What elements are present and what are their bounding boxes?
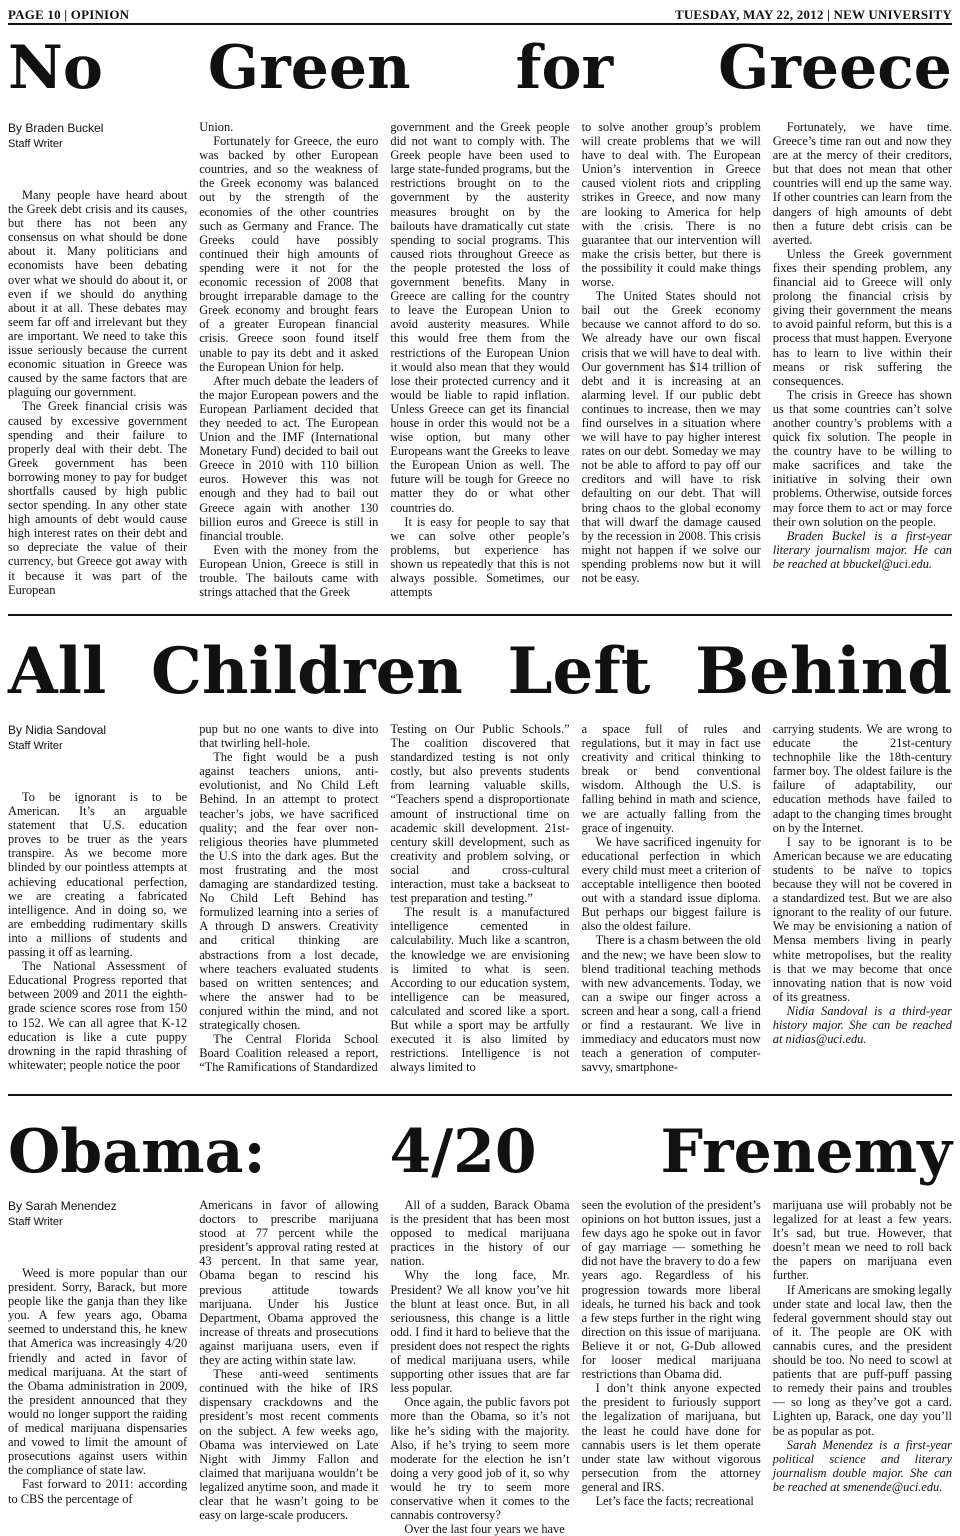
author-bio: Sarah Menendez is a first-year political science and literary journalism double major. She can be reached at smenende@uci.edu. bbox=[772, 1437, 952, 1494]
paragraph: Unless the Greek government fixes their spending problem, any financial aid to Greece will only prolong the financial crisis by giving their government the means to avoid painful reform, but this is a process that must happen. Everyone has to learn to live within their means or risk suffering the consequences. bbox=[772, 246, 952, 388]
paragraph: The Central Florida School Board Coalition released a report, “The Ramifications of Standardized bbox=[199, 1032, 379, 1075]
paragraph: Let’s face the facts; recreational bbox=[595, 1493, 754, 1508]
paragraph: Union. bbox=[199, 120, 234, 134]
article-column bbox=[8, 120, 187, 600]
paragraph: The Greek financial crisis was caused by excessive government spending and their failure to properly deal with their debt. The Greek government has been borrowing money to pay for budget shortfalls caused by high public sector spending. In any other state high amounts of debt would cause high interest rates on their debt and so depreciate the value of their currency, but Greece got away with it because it was part of the European bbox=[8, 399, 188, 597]
paragraph: To be ignorant is to be American. It’s an arguable statement that U.S. education proves to be truer as the years transpire. As we become more blinded by our pointless attempts at achieving educational perfection, we are creating a fabricated intelligence. And in doing so, we are embedding rudimentary skills into a millions of students and passing it off as learning. bbox=[8, 790, 188, 960]
headline-word: Green bbox=[207, 33, 411, 103]
headline-word: No bbox=[8, 33, 103, 103]
paragraph: I say to be ignorant is to be American because we are educating students to be naïve to topics because they will not be covered in a standardized test. But we are also ignorant to the reality of our future. We may be envisioning a nation of Mensa members living in pearly white metropolises, but the reality is that we may become that once innovating nation that is now void of its greatness. bbox=[772, 834, 952, 1004]
headline-word: Greece bbox=[718, 33, 952, 103]
article-column bbox=[390, 722, 569, 1082]
article-headline bbox=[8, 1112, 952, 1192]
byline-role: Staff Writer bbox=[8, 1216, 63, 1228]
paragraph: Even with the money from the European Union, Greece is still in trouble. The bailouts came with strings attached that the Greek bbox=[199, 542, 379, 600]
paragraph: These anti-weed sentiments continued with the hike of IRS dispensary crackdowns and the president’s most recent comments on the subject. A few weeks ago, Obama was interviewed on Late Night with Jimmy Fallon and claimed that marijuana wouldn’t be legalized anytime soon, and made it clear that he wasn’t going to be easy on large-scale producers. bbox=[199, 1367, 379, 1523]
article-column bbox=[390, 1198, 569, 1536]
page-folio bbox=[8, 6, 952, 24]
paragraph: The United States should not bail out the Greek economy because we cannot afford to do so. We already have our own fiscal crisis that we will have to deal with. Our government has $14 trillion of debt and it is increasing at an alarming level. If our public debt continues to increase, then we may find ourselves in a situation where we will have to pay higher interest rates on our debt. Someday we may not be able to afford to pay off our creditors and will have to risk defaulting on our debt. That will bring chaos to the global economy that will dwarf the damage caused by the recession in 2008. This crisis might not happen if we solve our spending problems now but it will not be easy. bbox=[581, 289, 761, 585]
article-all-children-left-behind bbox=[8, 632, 952, 1082]
paragraph: a space full of rules and regulations, but it may in fact use creativity and critical thinking to break or bend conventional wisdom. Although the U.S. is falling behind in math and science, we are actually falling from the grace of ingenuity. bbox=[581, 722, 761, 835]
article-column bbox=[8, 1198, 187, 1536]
paragraph: government and the Greek people did not want to comply with. The Greek people have been used to large state-funded programs, but the restrictions brought on to the government by the austerity measures brought on by the bailouts have dramatically cut state spending to social programs. This caused riots throughout Greece as the people protested the loss of government benefits. Many in Greece are calling for the country to leave the European Union to avoid austerity measures. While this would free them from the restrictions of the European Union it would also mean that they would lose their protected currency and it would be liable to rapid inflation. Unless Greece can get its financial house in order this would not be a wise option, but many other Europeans want the Greeks to leave the European Union as well. The future will be tough for Greece no matter they do or what other countries do. bbox=[390, 120, 570, 515]
folio-rule bbox=[8, 23, 952, 25]
paragraph: marijuana use will probably not be legalized for at least a few years. It’s sad, but true. However, that doesn’t mean we need to roll back the papers on marijuana even further. bbox=[772, 1198, 952, 1283]
article-headline bbox=[8, 632, 952, 712]
paragraph: Fortunately for Greece, the euro was backed by other European countries, and so the weakness of the Greek economy was balanced out by the strength of the economies of the other countries such as Germany and France. The Greeks could have possibly continued their high amounts of spending were it not for the economic recession of 2008 that brought irreparable damage to the Greek economy and brought fears of a greater European financial crisis. Greece soon found itself unable to pay its debt and it asked the European Union for help. bbox=[199, 134, 379, 374]
article-column bbox=[582, 1198, 761, 1536]
author-bio: Braden Buckel is a first-year literary journalism major. He can be reached at bbuckel@uci.edu. bbox=[772, 528, 952, 571]
paragraph: pup but no one wants to dive into that twirling hell-hole. bbox=[199, 722, 379, 751]
article-column bbox=[8, 722, 187, 1082]
paragraph: Once again, the public favors pot more than the Obama, so it’s not like he’s siding with the majority. Also, if he’s trying to seem more moderate for the election he isn’t doing a very good job of it, so why would he try to seem more conservative when it comes to the cannabis controversy? bbox=[390, 1395, 570, 1523]
paragraph: I don’t think anyone expected the president to furiously support the legalization of marijuana, but the least he could have done for cannabis users is let them operate under state law without vigorous persecution from the attorney general and IRS. bbox=[581, 1381, 761, 1494]
headline-word: 4/20 bbox=[389, 1117, 537, 1187]
headline-word: Behind bbox=[695, 634, 952, 709]
headline-word: for bbox=[515, 33, 614, 103]
paragraph: Americans in favor of allowing doctors to prescribe marijuana stood at 77 percent while the president’s approval rating rested at 43 percent. In that same year, Obama began to rescind his previous attitude towards marijuana. Under his Justice Department, Obama approved the increase of threats and prosecutions against marijuana users, even if they are acting within state law. bbox=[199, 1198, 379, 1368]
paragraph: The National Assessment of Educational Progress reported that between 2009 and 2011 the eighth-grade science scores rose from 150 to 152. We can all agree that K-12 education is like a cute puppy drowning in the rapid thrashing of whitewater; people notice the poor bbox=[8, 959, 188, 1072]
byline-role: Staff Writer bbox=[8, 138, 63, 150]
article-column bbox=[773, 120, 952, 600]
headline-word: Frenemy bbox=[660, 1117, 952, 1187]
article-no-green-for-greece bbox=[8, 30, 952, 600]
paragraph: The fight would be a push against teachers unions, anti-evolutionist, and No Child Left Behind. In an attempt to protect teacher’s jobs, we have sacrificed quality; and the fear over non-religious theories have plummeted the U.S into the dark ages. But the most frustrating and the most damaging are standardized testing. No Child Left Behind has formulized learning into a series of A through D answers. Creativity and critical thinking are abstractions from a lost decade, where teachers evaluated students based on written sentences; and where the answer had to be conjured within the mind, and not strategically chosen. bbox=[199, 750, 379, 1032]
paragraph: The crisis in Greece has shown us that some countries can’t solve another country’s problems with a quick fix solution. The people in the country have to be willing to make sacrifices and take the initiative in solving their own problems. Otherwise, outside forces may force them to act or may force their own solution on the people. bbox=[772, 387, 952, 529]
paragraph: to solve another group’s problem will create problems that we will have to deal with. The European Union’s intervention in Greece caused violent riots and crippling strikes in Greece, and now many are looking to America for help with the crisis. There is no guarantee that our intervention will make the crisis better, but there is the possibility it could make things worse. bbox=[581, 120, 761, 290]
article-column bbox=[199, 1198, 378, 1536]
paragraph: There is a chasm between the old and the new; we have been slow to blend traditional teaching methods with new advancements. Today, we can a swipe our finger across a screen and hear a song, call a friend or find a restaurant. We live in immediacy and educators must now teach a generation of computer-savvy, smartphone- bbox=[581, 933, 761, 1075]
article-obama-4-20-frenemy bbox=[8, 1112, 952, 1536]
paragraph: The result is a manufactured intelligence cemented in calculability. Much like a scantron, the knowledge we are envisioning is limited to what is seen. According to our education system, intelligence can be measured, calculated and scored like a sport. But while a sport may be artfully executed it is also limited by restrictions. Intelligence is not always limited to bbox=[390, 905, 570, 1075]
paragraph: Over the last four years we have bbox=[404, 1522, 565, 1536]
paragraph: Weed is more popular than our president. Sorry, Barack, but more people like the ganja than they like you. A few years ago, Obama seemed to understand this, he knew that America was increasingly 4/20 friendly and acted in favor of medical marijuana. At the start of the Obama administration in 2009, the president announced that they would no longer support the raiding of medical marijuana dispensaries and vowed to limit the amount of prosecutions against users within the compliance of state law. bbox=[8, 1266, 188, 1478]
headline-word: Left bbox=[507, 634, 651, 709]
article-column bbox=[199, 120, 378, 600]
paragraph: Fortunately, we have time. Greece’s time ran out and now they are at the mercy of their creditors, but that does not mean that other countries will end up the same way. If other countries can learn from the dangers of high amounts of debt then a future debt crisis can be averted. bbox=[772, 120, 952, 247]
paragraph: seen the evolution of the president’s opinions on hot button issues, just a few days ago he spoke out in favor of gay marriage — something he did not have the bravery to do a few years ago. Regardless of his progression towards more liberal ideals, he turned his back and took a few steps further in the right wing direction on this issue of marijuana. Believe it or not, G-Dub allowed for looser medical marijuana restrictions than Obama did. bbox=[581, 1198, 761, 1382]
paragraph: carrying students. We are wrong to educate the 21st-century technophile like the 18th-century farmer boy. The oldest failure is the failure of adaptability, our education methods have failed to adapt to the changing times brought on by the Internet. bbox=[772, 722, 952, 835]
article-column bbox=[582, 722, 761, 1082]
headline-word: All bbox=[8, 634, 107, 709]
byline: By Braden Buckel bbox=[8, 121, 104, 135]
article-headline bbox=[8, 30, 952, 106]
headline-word: Obama: bbox=[8, 1117, 266, 1187]
article-body bbox=[8, 1198, 952, 1536]
article-column bbox=[773, 1198, 952, 1536]
paragraph: We have sacrificed ingenuity for educational perfection in which every child must meet a criterion of acceptable intelligence then booted out with a standard issue diploma. But perhaps our biggest failure is also the oldest failure. bbox=[581, 834, 761, 934]
article-column bbox=[773, 722, 952, 1082]
article-body bbox=[8, 120, 952, 600]
article-body bbox=[8, 722, 952, 1082]
paragraph: All of a sudden, Barack Obama is the president that has been most opposed to medical marijuana practices in the history of our nation. bbox=[390, 1198, 570, 1269]
article-column bbox=[390, 120, 569, 600]
paragraph: Fast forward to 2011: according to CBS the percentage of bbox=[8, 1477, 188, 1506]
byline: By Nidia Sandoval bbox=[8, 723, 107, 737]
byline-role: Staff Writer bbox=[8, 740, 63, 752]
paragraph: If Americans are smoking legally under state and local law, then the federal government should stay out of it. The people are OK with cannabis cures, and the president should be too. No need to scowl at patients that are puff-puff passing to remedy their pains and troubles — so long as they’ve got a card. Lighten up, Barack, one day you’ll be as popular as pot. bbox=[772, 1282, 952, 1438]
section-divider bbox=[8, 1094, 952, 1096]
paragraph: Testing on Our Public Schools.” The coalition discovered that standardized testing is not only costly, but also prevents students from learning valuable skills, “Teachers spend a disproportionate amount of instructional time on academic skill development. 21st-century skill development, such as creativity and problem solving, or social and cross-cultural interaction, must take a backseat to test preparation and testing.” bbox=[390, 722, 570, 906]
paragraph: Why the long face, Mr. President? We all know you’ve hit the blunt at least once. But, in all seriousness, this change is a little odd. I find it hard to believe that the president does not respect the rights of medical marijuana users, while supporting other issues that are far less popular. bbox=[390, 1268, 570, 1396]
folio-section: PAGE 10 | OPINION bbox=[8, 7, 130, 22]
article-column bbox=[582, 120, 761, 600]
byline: By Sarah Menendez bbox=[8, 1199, 117, 1213]
paragraph: It is easy for people to say that we can solve other people’s problems, but experience has shown us repeatedly that this is not always possible. Sometimes, our attempts bbox=[390, 514, 570, 600]
folio-date-publication: TUESDAY, MAY 22, 2012 | NEW UNIVERSITY bbox=[674, 7, 952, 22]
author-bio: Nidia Sandoval is a third-year history major. She can be reached at nidias@uci.edu. bbox=[772, 1003, 952, 1047]
article-column bbox=[199, 722, 378, 1082]
paragraph: After much debate the leaders of the major European powers and the European Parliament decided that they needed to act. The European Union and the IMF (International Monetary Fund) decided to bail out Greece in 2010 with 110 billion euros. However this was not enough and they had to bail out Greece again with another 130 billion euros and Greece is still in financial trouble. bbox=[199, 373, 379, 543]
headline-word: Children bbox=[151, 634, 463, 709]
paragraph: Many people have heard about the Greek debt crisis and its causes, but there has not been any consensus on what should be done about it. Many politicians and economists have been debating over what we should do about it, or even if we should do anything about it at all. These debates may seem far off and irrelevant but they are important. We need to take this issue seriously because the current economic situation in Greece was caused by the same factors that are plaguing our government. bbox=[8, 188, 188, 400]
section-divider bbox=[8, 614, 952, 616]
